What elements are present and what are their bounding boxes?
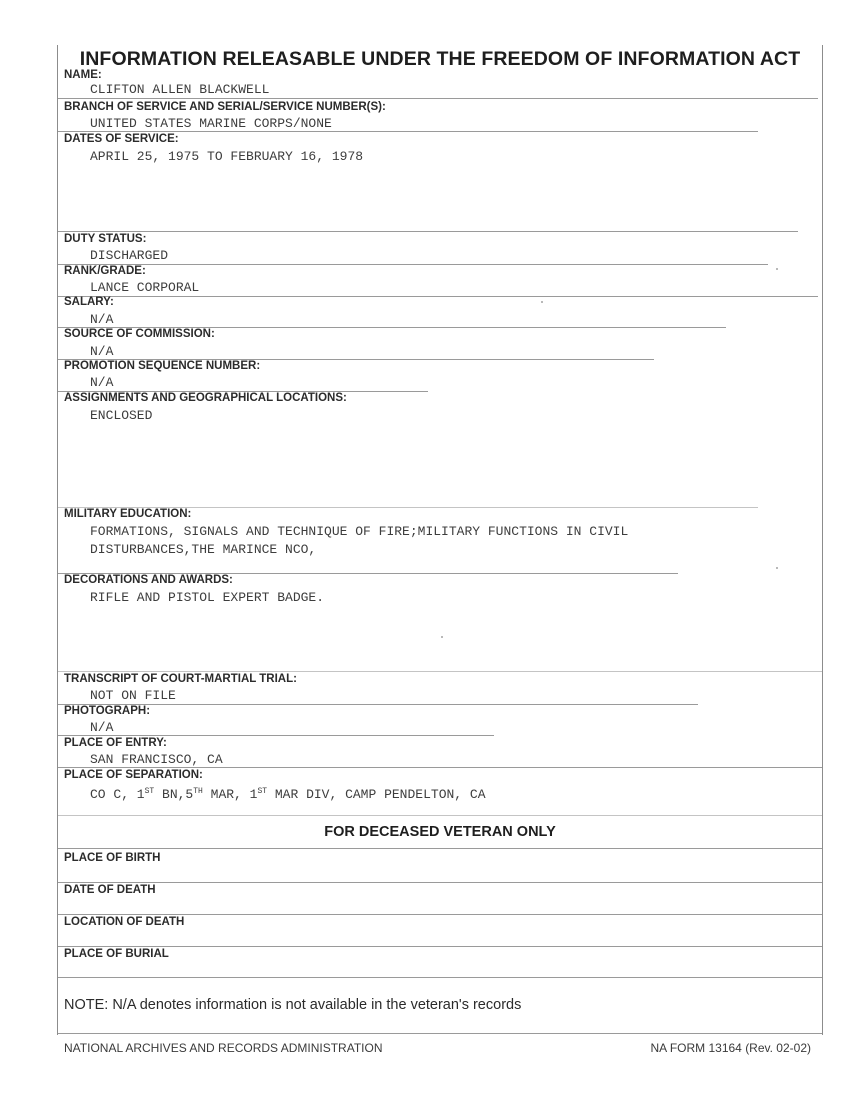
name-value: CLIFTON ALLEN BLACKWELL <box>90 82 270 97</box>
rank-grade-label: RANK/GRADE: <box>64 265 146 277</box>
date-of-death-label: DATE OF DEATH <box>64 884 156 896</box>
place-of-entry-value: SAN FRANCISCO, CA <box>90 752 223 767</box>
branch-label: BRANCH OF SERVICE AND SERIAL/SERVICE NUMBER(S): <box>64 101 386 113</box>
scan-speck <box>776 567 778 569</box>
rank-grade-value: LANCE CORPORAL <box>90 280 200 295</box>
deceased-section-title: FOR DECEASED VETERAN ONLY <box>324 824 556 840</box>
branch-rule <box>58 131 758 132</box>
decorations-awards-label: DECORATIONS AND AWARDS: <box>64 574 233 586</box>
form-title: INFORMATION RELEASABLE UNDER THE FREEDOM OF INFORMATION ACT <box>79 48 801 70</box>
duty-status-rule <box>58 264 768 265</box>
name-label: NAME: <box>64 69 102 81</box>
duty-status-value: DISCHARGED <box>90 248 169 263</box>
decorations-awards-rule <box>58 671 822 672</box>
military-education-line-2: DISTURBANCES,THE MARINCE NCO, <box>90 542 317 557</box>
promotion-sequence-value: N/A <box>90 375 114 390</box>
court-martial-label: TRANSCRIPT OF COURT-MARTIAL TRIAL: <box>64 673 297 685</box>
court-martial-rule <box>58 704 698 705</box>
location-of-death-label: LOCATION OF DEATH <box>64 916 185 928</box>
scan-speck <box>541 301 543 303</box>
location-of-death-rule <box>58 946 822 947</box>
branch-value: UNITED STATES MARINE CORPS/NONE <box>90 116 332 131</box>
court-martial-value: NOT ON FILE <box>90 688 176 703</box>
assignments-value: ENCLOSED <box>90 408 153 423</box>
dates-of-service-rule <box>58 231 798 232</box>
footer-form-number: NA FORM 13164 (Rev. 02-02) <box>650 1041 811 1055</box>
dates-of-service-value: APRIL 25, 1975 TO FEBRUARY 16, 1978 <box>90 149 364 164</box>
place-of-burial-rule <box>58 977 822 978</box>
place-of-birth-rule <box>58 882 822 883</box>
photograph-label: PHOTOGRAPH: <box>64 705 151 717</box>
na-note: NOTE: N/A denotes information is not available in the veteran's records <box>64 997 522 1013</box>
military-education-line-1: FORMATIONS, SIGNALS AND TECHNIQUE OF FIRE;MILITARY FUNCTIONS IN CIVIL <box>90 524 629 539</box>
salary-value: N/A <box>90 312 114 327</box>
scan-speck <box>441 636 443 638</box>
assignments-label: ASSIGNMENTS AND GEOGRAPHICAL LOCATIONS: <box>64 392 347 404</box>
foia-form <box>57 45 823 1035</box>
bottom-rule <box>58 1033 822 1034</box>
place-of-separation-label: PLACE OF SEPARATION: <box>64 769 203 781</box>
date-of-death-rule <box>58 914 822 915</box>
footer-agency: NATIONAL ARCHIVES AND RECORDS ADMINISTRATION <box>64 1041 383 1055</box>
decorations-awards-value: RIFLE AND PISTOL EXPERT BADGE. <box>90 590 325 605</box>
dates-of-service-label: DATES OF SERVICE: <box>64 133 179 145</box>
place-of-entry-label: PLACE OF ENTRY: <box>64 737 167 749</box>
place-of-birth-label: PLACE OF BIRTH <box>64 852 161 864</box>
photograph-rule <box>58 735 494 736</box>
name-rule <box>58 98 818 99</box>
photograph-value: N/A <box>90 720 114 735</box>
place-of-burial-label: PLACE OF BURIAL <box>64 948 169 960</box>
source-of-commission-value: N/A <box>90 344 114 359</box>
source-of-commission-label: SOURCE OF COMMISSION: <box>64 328 215 340</box>
duty-status-label: DUTY STATUS: <box>64 233 147 245</box>
scan-speck <box>776 268 778 270</box>
rank-grade-rule <box>58 296 818 297</box>
salary-label: SALARY: <box>64 296 114 308</box>
military-education-label: MILITARY EDUCATION: <box>64 508 192 520</box>
deceased-title-rule <box>58 848 822 849</box>
place-of-separation-rule <box>58 815 822 816</box>
place-of-separation-value: CO C, 1ST BN,5TH MAR, 1ST MAR DIV, CAMP PENDELTON, CA <box>90 787 486 802</box>
place-of-entry-rule <box>58 767 822 768</box>
promotion-sequence-label: PROMOTION SEQUENCE NUMBER: <box>64 360 261 372</box>
